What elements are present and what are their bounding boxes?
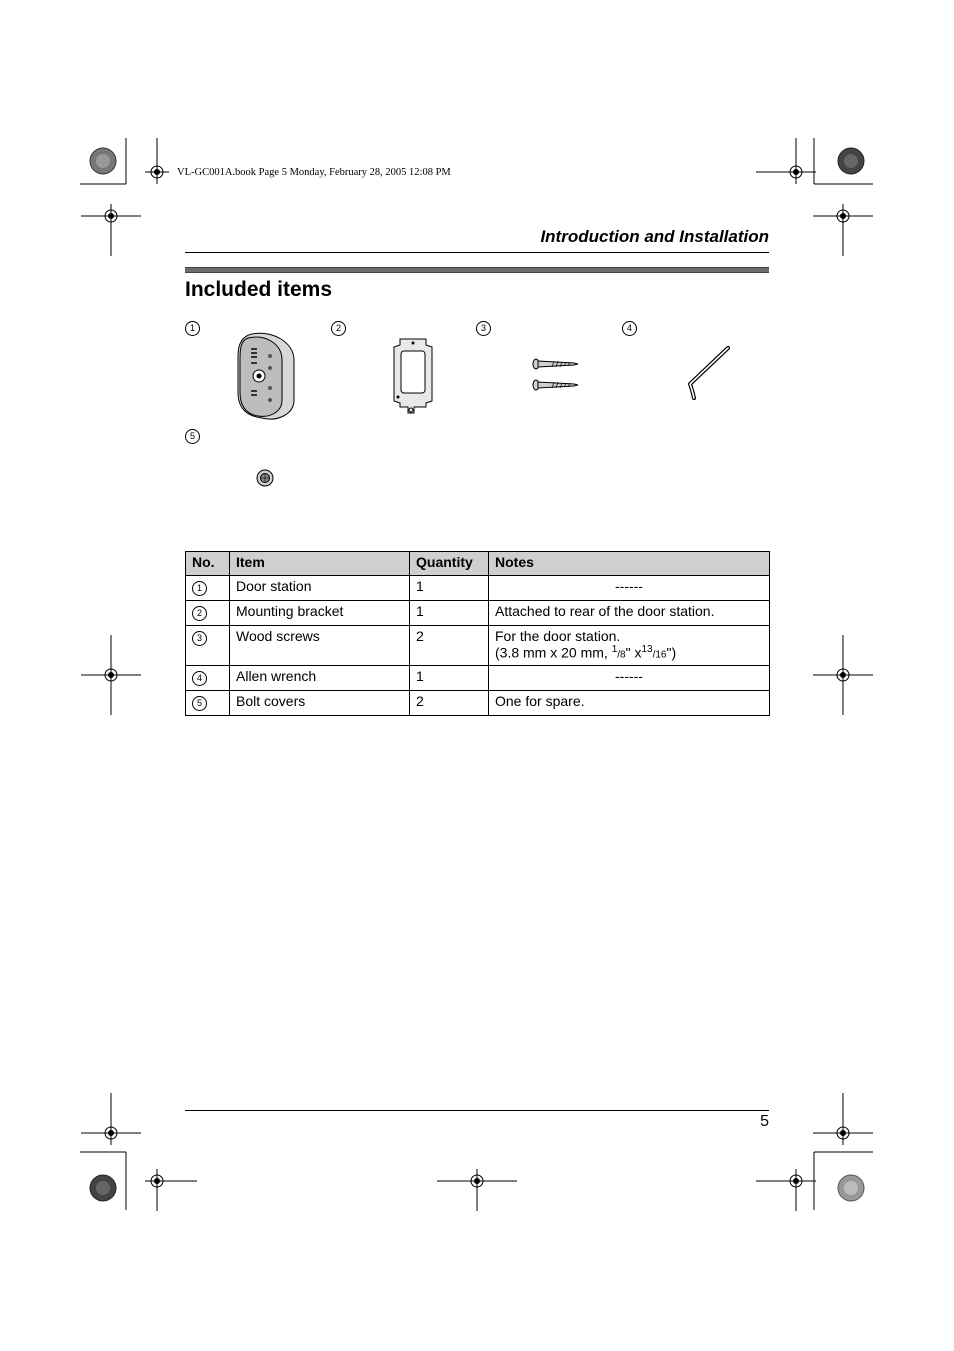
table-row <box>186 576 770 601</box>
header-item: Item <box>230 552 410 576</box>
row-number: 1 <box>192 581 207 596</box>
mounting-bracket-illustration <box>390 335 436 417</box>
row-number: 2 <box>192 606 207 621</box>
item-notes: One for spare. <box>489 690 770 715</box>
door-station-illustration <box>232 330 298 422</box>
item-quantity: 1 <box>410 576 489 601</box>
table-header-row <box>186 552 770 576</box>
section-title: Introduction and Installation <box>540 227 769 246</box>
wood-screws-illustration <box>530 355 580 395</box>
header-quantity: Quantity <box>410 552 489 576</box>
footer-rule <box>185 1110 769 1111</box>
included-items-table <box>185 551 770 716</box>
allen-wrench-illustration <box>678 344 734 402</box>
item-notes: Attached to rear of the door station. <box>489 601 770 626</box>
item-quantity: 2 <box>410 690 489 715</box>
item-quantity: 1 <box>410 601 489 626</box>
item-notes-line1: For the door station. <box>495 628 621 644</box>
header-notes: Notes <box>489 552 770 576</box>
header-no: No. <box>186 552 230 576</box>
item-quantity: 1 <box>410 665 489 690</box>
page-title: Included items <box>185 278 333 301</box>
figure-number-3: 3 <box>476 321 491 336</box>
item-notes-line2: (3.8 mm x 20 mm, $^1$/8" $x^{13}/16$") <box>495 644 677 661</box>
item-name: Wood screws <box>230 626 410 666</box>
figure-number-4: 4 <box>622 321 637 336</box>
row-number: 4 <box>192 671 207 686</box>
item-notes <box>489 626 770 666</box>
item-name: Allen wrench <box>230 665 410 690</box>
item-name: Mounting bracket <box>230 601 410 626</box>
row-number: 5 <box>192 696 207 711</box>
item-notes: ------ <box>489 576 770 601</box>
figure-number-2: 2 <box>331 321 346 336</box>
print-header: VL-GC001A.book Page 5 Monday, February 28, 2005 12:08 PM <box>177 167 451 178</box>
bolt-cover-illustration <box>255 468 275 488</box>
row-number: 3 <box>192 631 207 646</box>
table-row <box>186 690 770 715</box>
table-row <box>186 626 770 666</box>
item-notes: ------ <box>489 665 770 690</box>
item-name: Door station <box>230 576 410 601</box>
item-quantity: 2 <box>410 626 489 666</box>
table-row <box>186 601 770 626</box>
figure-number-5: 5 <box>185 429 200 444</box>
title-rule <box>185 267 769 273</box>
header-rule <box>185 252 769 253</box>
table-row <box>186 665 770 690</box>
item-name: Bolt covers <box>230 690 410 715</box>
figure-number-1: 1 <box>185 321 200 336</box>
page-number: 5 <box>760 1113 769 1130</box>
